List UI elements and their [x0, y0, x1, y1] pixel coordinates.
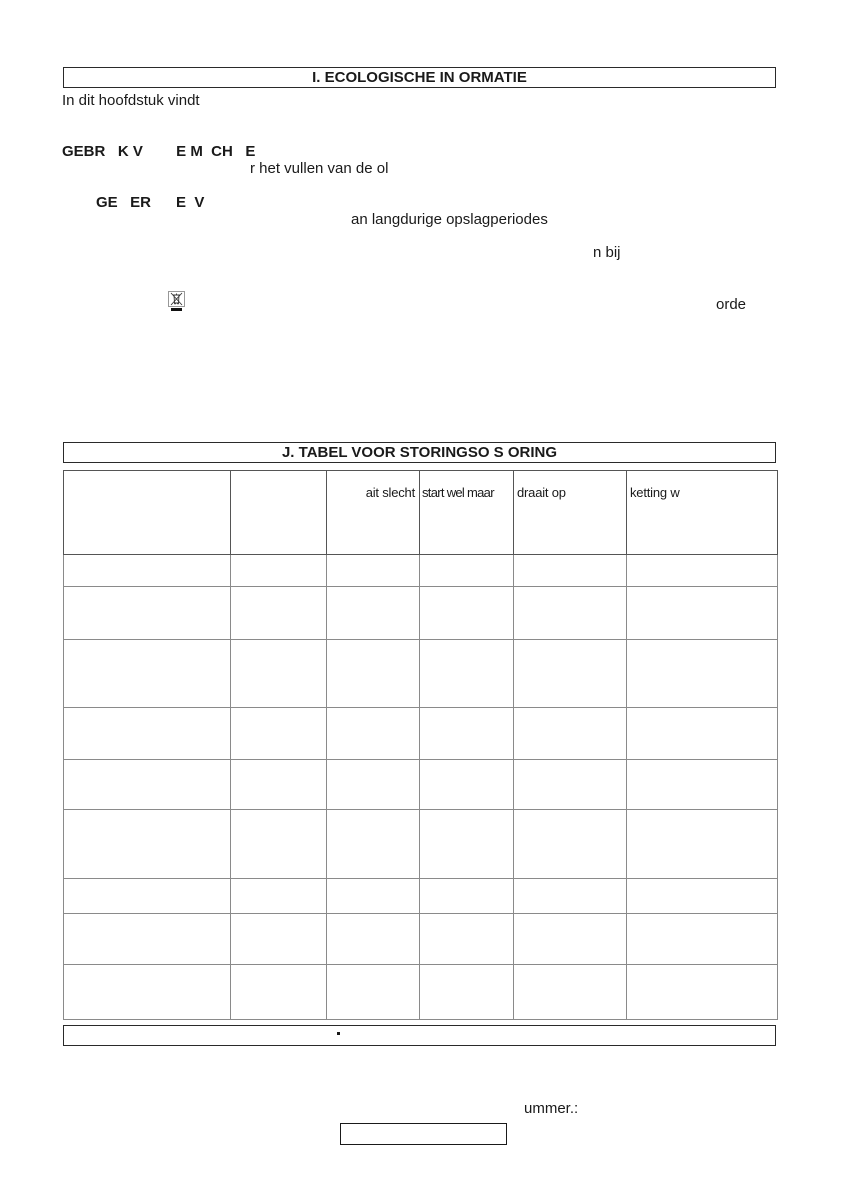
table-row [64, 810, 778, 879]
crossed-out-wheelie-bin-icon [168, 291, 185, 313]
section-i-title: I. ECOLOGISCHE IN ORMATIE [63, 67, 776, 88]
table-row [64, 965, 778, 1020]
table-row [64, 587, 778, 640]
header-cell: start wel maar [420, 471, 514, 555]
footer-banner [63, 1025, 776, 1046]
table-row [64, 879, 778, 914]
header-cell [231, 471, 327, 555]
text-bij: n bij [593, 244, 621, 261]
header-cell: ketting w [627, 471, 778, 555]
header-cell: draait op [514, 471, 627, 555]
table-row [64, 760, 778, 810]
heading-gebruik: GEBR K V E M CH E [62, 143, 256, 160]
text-vullen: r het vullen van de ol [250, 160, 389, 177]
table-row [64, 708, 778, 760]
table-header-row [64, 471, 778, 555]
heading-opslag: GE ER E V [96, 194, 205, 211]
troubleshooting-table [63, 470, 778, 1020]
header-cell [64, 471, 231, 555]
table-row [64, 640, 778, 708]
header-cell: ait slecht [327, 471, 420, 555]
text-orde: orde [716, 296, 747, 313]
footer-banner-dot [337, 1032, 340, 1035]
table-row [64, 555, 778, 587]
section-i-intro: In dit hoofdstuk vindt [62, 92, 200, 109]
number-label: ummer.: [524, 1100, 579, 1117]
number-box [340, 1123, 507, 1145]
section-j-title: J. TABEL VOOR STORINGSO S ORING [63, 442, 776, 463]
text-opslagperiodes: an langdurige opslagperiodes [351, 211, 548, 228]
table-row [64, 914, 778, 965]
